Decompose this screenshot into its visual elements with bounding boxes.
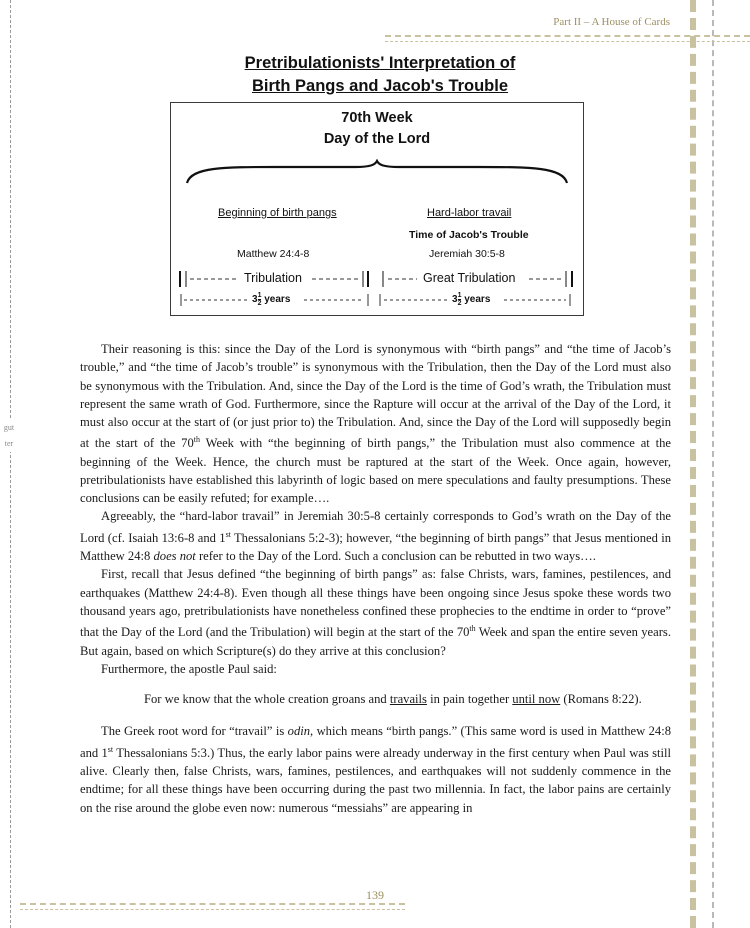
footer-rule-thin (20, 909, 405, 910)
paragraph-2: Agreeably, the “hard-labor travail” in Jeremiah 30:5-8 certainly corresponds to God’s wrath on the Day of the Lord (cf. Isaiah 13:6-8 and 1st Thessalonians 5:2-3); however, “the beginning of birth pangs” that Jesus mentioned in Matthew 24:8 does not refer to the Day of the Lord. Such a conclusion can be rebutted in two ways…. (80, 509, 671, 564)
great-tribulation-label: Great Tribulation (423, 271, 516, 285)
hard-labor-travail-label: Hard-labor travail (427, 207, 512, 219)
right-years-span (378, 291, 574, 309)
diagram-week-label: 70th Week (341, 110, 413, 126)
jeremiah-reference: Jeremiah 30:5-8 (429, 248, 505, 260)
left-years-span (180, 291, 372, 309)
scripture-quote: For we know that the whole creation groans and travails in pain together until now (Romans 8:22). (144, 692, 642, 707)
right-margin-dashed-line (690, 0, 696, 928)
figure-title (170, 52, 590, 98)
time-of-jacobs-trouble-label: Time of Jacob's Trouble (409, 229, 529, 241)
paragraph-5: The Greek root word for “travail” is odin, which means “birth pangs.” (This same word is used in Matthew 24:8 and 1st Thessalonians 5:3.) Thus, the early labor pains were already underway in the first century when Paul was still alive. Clearly then, false Christs, wars, famines, pestilences, and earthquakes will not suddenly commence in the endtime; for all these things have been occurring during the past two millennia. In fact, the labor pains are certainly on the rise around the globe even now: numerous “messiahs” are appearing in (80, 724, 672, 815)
curly-brace-icon (185, 159, 569, 185)
header-rule-thin (385, 41, 750, 42)
figure-title-line1: Pretribulationists' Interpretation of (244, 54, 516, 72)
paragraph-3: First, recall that Jesus defined “the beginning of birth pangs” as: false Christs, wars, famines, pestilences, and earthquakes (Matthew 24:4-8). Even though all these things have been ongoing since Jesus spoke these words two thousand years ago, pretribulationists have nonetheless confined these prophecies to the endtime in order to “prove” that the Day of the Lord (and the Tribulation) will begin at the start of the 70th Week and span the entire seven years. But again, based on which Scripture(s) do they arrive at this conclusion? (80, 567, 671, 658)
tribulation-label: Tribulation (244, 271, 302, 285)
header-rule (385, 35, 750, 37)
right-margin-dashed-line-outer (712, 0, 714, 928)
running-head: Part II – A House of Cards (553, 16, 670, 28)
matthew-reference: Matthew 24:4-8 (237, 248, 310, 260)
page-number: 139 (366, 888, 384, 902)
left-duration-label: 3 $\frac{1}{2}$ years (252, 292, 291, 307)
diagram-day-label: Day of the Lord (323, 131, 431, 147)
great-tribulation-span (381, 269, 575, 289)
right-duration-label: 3 $\frac{1}{2}$ years (452, 292, 491, 307)
paragraph-4: Furthermore, the apostle Paul said: (101, 661, 277, 676)
left-margin-dashed-line (10, 0, 11, 928)
body-text (80, 340, 671, 817)
figure-title-line2: Birth Pangs and Jacob's Trouble (251, 77, 509, 95)
timeline-diagram (170, 102, 584, 316)
beginning-birth-pangs-label: Beginning of birth pangs (218, 207, 337, 219)
gutter-label: gutter (3, 420, 15, 452)
tribulation-span (178, 269, 370, 289)
paragraph-1: Their reasoning is this: since the Day of the Lord is synonymous with “birth pangs” and “the time of Jacob’s trouble,” and “the time of Jacob’s trouble” is synonymous with the Tribulation, then the Day of the Lord must also be synonymous with the Tribulation. And, since the Day of the Lord is the time of God’s wrath, the Tribulation must represent the same wrath of God. Furthermore, since the Rapture will occur at the arrival of the Day of the Lord, it must also occur at the start of (or just prior to) the Tribulation. And, since the Day of the Lord will supposedly begin at the start of the 70th Week with “the beginning of birth pangs,” the Tribulation must also commence at the beginning of the Week. Hence, the church must be raptured at the start of the Week. Once again, however, pretribulationists have established this labyrinth of logic based on mere speculations and faulty presumptions. These conclusions can be easily refuted; for example…. (80, 342, 671, 506)
footer-rule (20, 903, 405, 905)
